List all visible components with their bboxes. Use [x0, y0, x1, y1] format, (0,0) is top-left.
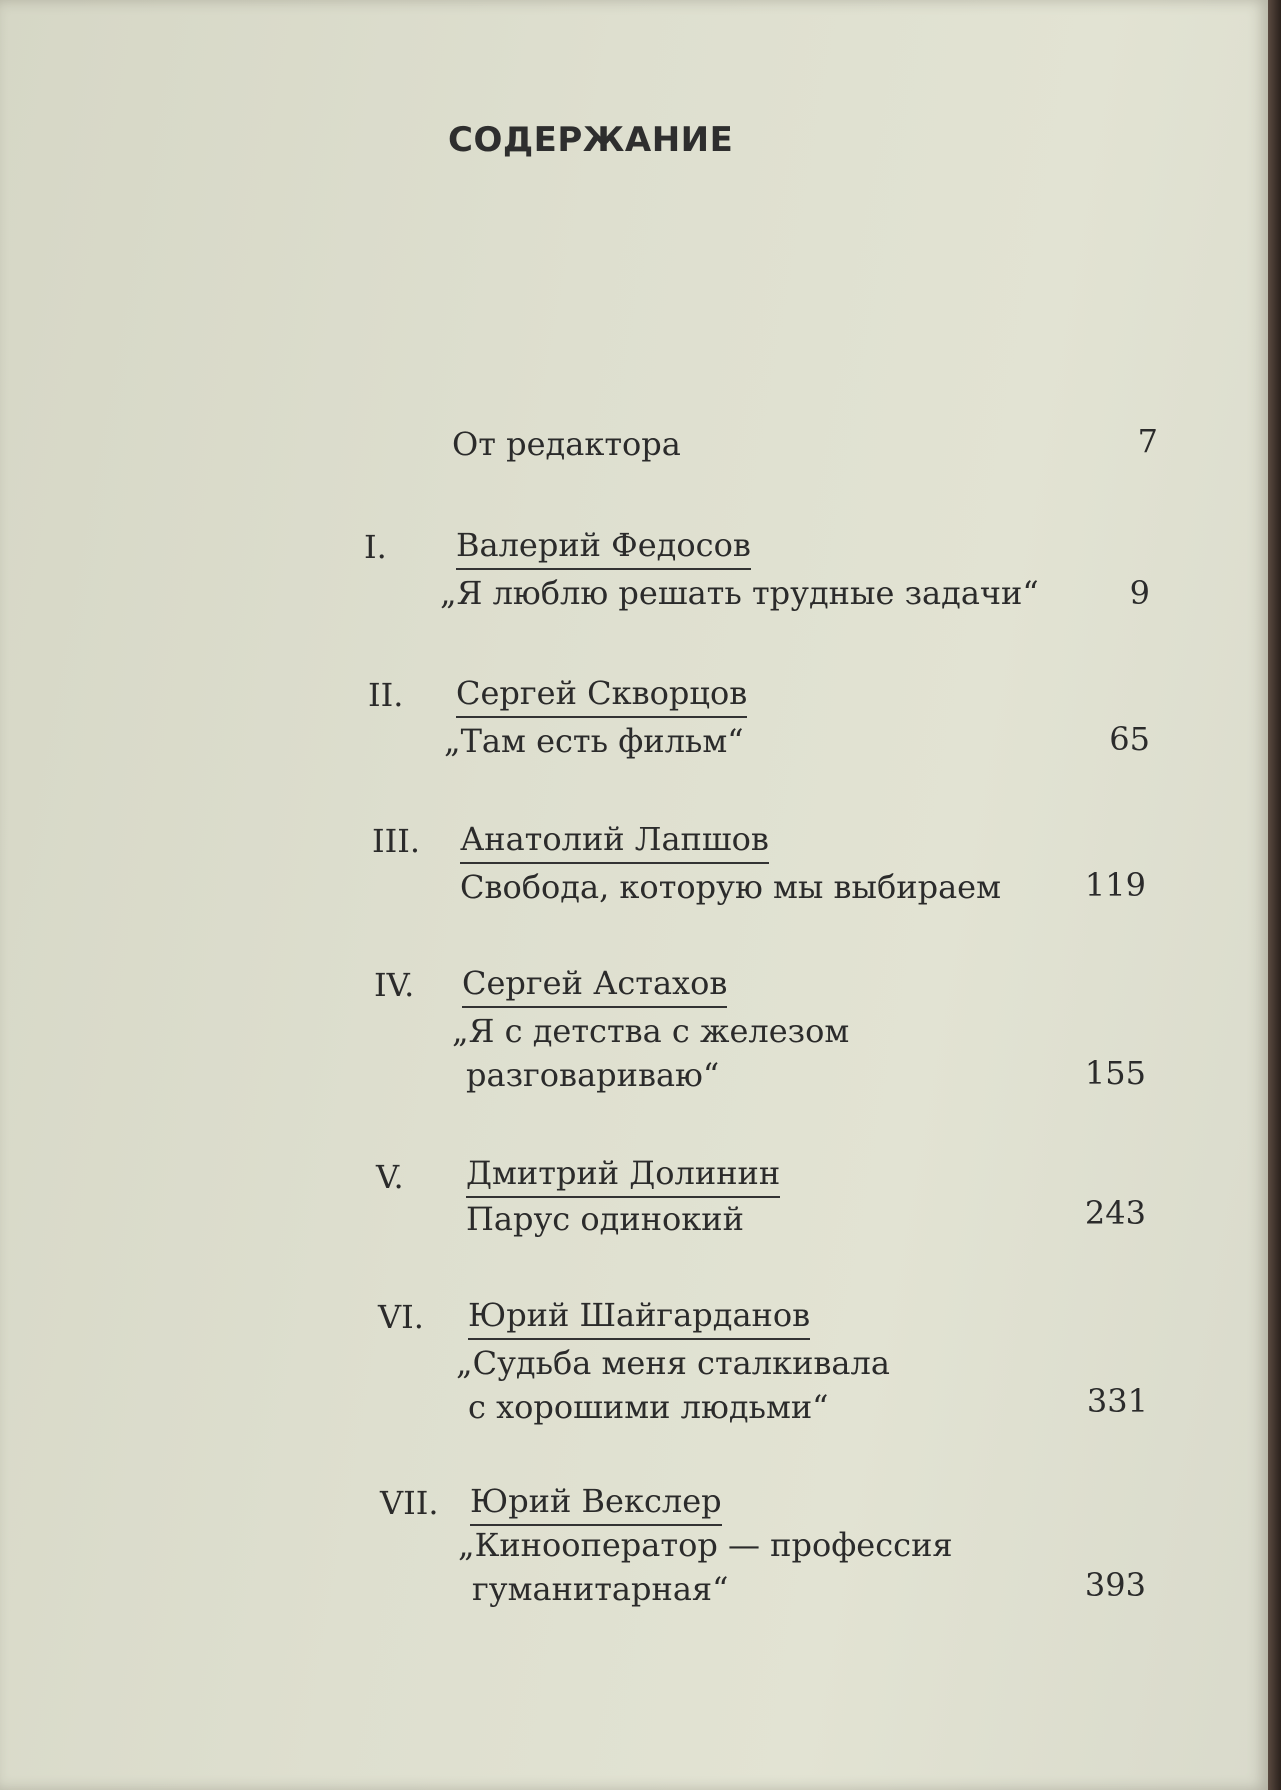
intro-title: От редактора	[452, 425, 681, 463]
entry-title-line: „Там есть фильм“	[444, 722, 744, 760]
entry-numeral: I.	[364, 528, 387, 566]
entry-author: Валерий Федосов	[456, 526, 751, 570]
entry-title-line: гуманитарная“	[472, 1570, 729, 1608]
intro-page-number: 7	[1137, 422, 1158, 460]
entry-title-line: „Судьба меня сталкивала	[456, 1344, 890, 1382]
book-spine-edge	[1268, 0, 1281, 1790]
entry-page-number: 331	[1086, 1382, 1148, 1420]
entry-author: Сергей Астахов	[462, 964, 727, 1008]
entry-author: Анатолий Лапшов	[460, 820, 769, 864]
entry-numeral: VII.	[380, 1484, 439, 1522]
entry-author: Дмитрий Долинин	[466, 1154, 780, 1198]
entry-author: Юрий Шайгарданов	[468, 1296, 810, 1340]
entry-page-number: 393	[1084, 1566, 1146, 1604]
entry-page-number: 119	[1084, 866, 1146, 904]
entry-title-line: „Я люблю решать трудные задачи“	[440, 574, 1039, 612]
entry-title-line: разговариваю“	[466, 1056, 720, 1094]
entry-title-line: „Кинооператор — профессия	[458, 1526, 953, 1564]
entry-numeral: V.	[376, 1158, 404, 1196]
entry-title-line: „Я с детства с железом	[452, 1012, 850, 1050]
entry-page-number: 9	[1129, 574, 1150, 612]
toc-heading: СОДЕРЖАНИЕ	[448, 120, 734, 160]
entry-title-line: с хорошими людьми“	[468, 1388, 829, 1426]
entry-numeral: IV.	[374, 966, 415, 1004]
entry-numeral: II.	[368, 676, 404, 714]
entry-author: Юрий Векслер	[470, 1482, 722, 1526]
entry-numeral: III.	[372, 822, 421, 860]
entry-numeral: VI.	[378, 1298, 424, 1336]
entry-title-line: Парус одинокий	[466, 1200, 744, 1238]
entry-title-line: Свобода, которую мы выбираем	[460, 868, 1001, 906]
entry-page-number: 155	[1084, 1054, 1146, 1092]
entry-page-number: 65	[1109, 720, 1150, 758]
entry-author: Сергей Скворцов	[456, 674, 747, 718]
entry-page-number: 243	[1084, 1194, 1146, 1232]
